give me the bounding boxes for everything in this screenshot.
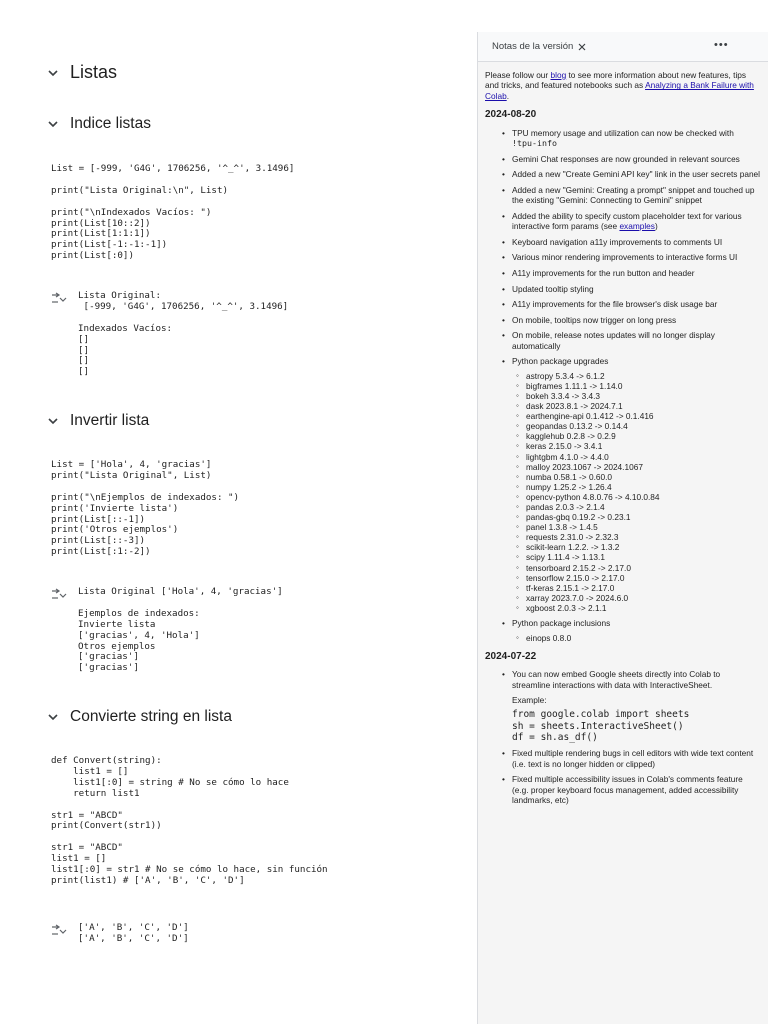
package-item: ◦ geopandas 0.13.2 -> 0.14.4 <box>526 421 760 431</box>
package-item: ◦ xgboost 2.0.3 -> 2.1.1 <box>526 603 760 613</box>
package-item: ◦ panel 1.3.8 -> 1.4.5 <box>526 522 760 532</box>
list-item: • Python package upgrades ◦ astropy 5.3.4 -> 6.1.2 ◦ bigframes 1.11.1 -> 1.14.0 ◦ bokeh 3.3.4 -> 3.4.3 ◦ dask 2023.8.1 -> 2024.7.1 ◦ earthengine-api 0.1.412 -> 0.1.416 ◦ geopandas 0.13.2 -> 0.14.4 ◦ kagglehub 0.2.8 -> 0.2.9 ◦ keras 2.15.0 -> 3.4.1 ◦ lightgbm 4.1.0 -> 4.4.0 ◦ malloy 2023.1067 -> 2024.1067 ◦ numba 0.58.1 -> 0.60.0 ◦ numpy 1.25.2 -> 1.26.4 ◦ opencv-python 4.8.0.76 -> 4.10.0.84 ◦ pandas 2.0.3 -> 2.1.4 ◦ pandas-gbq 0.19.2 -> 0.23.1 ◦ panel 1.3.8 -> 1.4.5 ◦ requests 2.31.0 -> 2.32.3 ◦ scikit-learn 1.2.2. -> 1.3.2 ◦ scipy 1.11.4 -> 1.13.1 ◦ tensorboard 2.15.2 -> 2.17.0 ◦ tensorflow 2.15.0 -> 2.17.0 ◦ tf-keras 2.15.1 -> 2.17.0 ◦ xarray 2023.7.0 -> 2024.6.0 ◦ xgboost 2.0.3 -> 2.1.1 <box>512 356 760 613</box>
package-item: ◦ dask 2023.8.1 -> 2024.7.1 <box>526 401 760 411</box>
output-convierte-string: ['A', 'B', 'C', 'D'] ['A', 'B', 'C', 'D'] <box>78 922 189 944</box>
package-upgrades-list <box>512 371 760 613</box>
package-item: ◦ tensorflow 2.15.0 -> 2.17.0 <box>526 573 760 583</box>
package-item: ◦ astropy 5.3.4 -> 6.1.2 <box>526 371 760 381</box>
list-item: • Gemini Chat responses are now grounded in relevant sources <box>512 154 760 164</box>
list-item: • A11y improvements for the file browser's disk usage bar <box>512 299 760 309</box>
more-options-icon[interactable]: ••• <box>714 39 729 51</box>
package-item: ◦ einops 0.8.0 <box>526 633 760 643</box>
list-item: • Fixed multiple rendering bugs in cell editors with wide text content (i.e. text is no longer hidden or clipped) <box>512 748 760 769</box>
section-title: Convierte string en lista <box>70 708 232 725</box>
output-toggle-icon[interactable] <box>51 292 67 304</box>
example-code: from google.colab import sheets sh = sheets.InteractiveSheet() df = sh.as_df() <box>512 709 690 743</box>
package-item: ◦ tf-keras 2.15.1 -> 2.17.0 <box>526 583 760 593</box>
section-title: Listas <box>70 62 118 82</box>
package-inclusions-list <box>512 633 760 643</box>
package-item: ◦ earthengine-api 0.1.412 -> 0.1.416 <box>526 411 760 421</box>
package-item: ◦ bokeh 3.3.4 -> 3.4.3 <box>526 391 760 401</box>
list-item: • A11y improvements for the run button and header <box>512 268 760 278</box>
section-header-convierte-string[interactable] <box>46 708 232 726</box>
list-item: • On mobile, tooltips now trigger on long press <box>512 315 760 325</box>
blog-link[interactable]: blog <box>550 70 567 80</box>
code-cell-convierte-string[interactable]: def Convert(string): list1 = [] list1[:0] = string # No se cómo lo hace return list1 str1 = "ABCD" print(Convert(str1)) str1 = "ABCD" list1 = [] list1[:0] = str1 # No se cómo lo hace, sin función print(list1) # ['A', 'B', 'C', 'D'] <box>51 755 328 886</box>
package-item: ◦ lightgbm 4.1.0 -> 4.4.0 <box>526 452 760 462</box>
close-icon[interactable] <box>576 40 588 52</box>
chevron-down-icon[interactable] <box>46 66 60 80</box>
intro-paragraph: Please follow our blog to see more information about new features, tips and tricks, and featured notebooks such as Analyzing a Bank Failure with Colab. <box>485 70 754 101</box>
tab-release-notes[interactable]: Notas de la versión <box>492 41 574 52</box>
output-toggle-icon[interactable] <box>51 924 67 936</box>
panel-header <box>478 32 768 62</box>
section-header-invertir-lista[interactable] <box>46 412 149 430</box>
list-item: • On mobile, release notes updates will no longer display automatically <box>512 330 760 351</box>
list-item: • Added the ability to specify custom placeholder text for various interactive form params (see examples) <box>512 211 760 232</box>
package-item: ◦ bigframes 1.11.1 -> 1.14.0 <box>526 381 760 391</box>
list-item: • Various minor rendering improvements to interactive forms UI <box>512 252 760 262</box>
package-item: ◦ malloy 2023.1067 -> 2024.1067 <box>526 462 760 472</box>
package-item: ◦ scikit-learn 1.2.2. -> 1.3.2 <box>526 542 760 552</box>
package-item: ◦ keras 2.15.0 -> 3.4.1 <box>526 441 760 451</box>
package-item: ◦ requests 2.31.0 -> 2.32.3 <box>526 532 760 542</box>
output-toggle-icon[interactable] <box>51 588 67 600</box>
list-item: • Added a new "Create Gemini API key" link in the user secrets panel <box>512 169 760 179</box>
example-label: Example: <box>512 694 547 705</box>
chevron-down-icon[interactable] <box>46 117 60 131</box>
section-header-indice-listas[interactable] <box>46 115 151 133</box>
release-notes-panel <box>477 32 768 1024</box>
output-invertir-lista: Lista Original ['Hola', 4, 'gracias'] Ejemplos de indexados: Invierte lista ['gracias', 4, 'Hola'] Otros ejemplos ['gracias'] ['gracias'] <box>78 586 283 674</box>
section-title: Invertir lista <box>70 412 150 429</box>
package-item: ◦ tensorboard 2.15.2 -> 2.17.0 <box>526 563 760 573</box>
bank-failure-link[interactable]: Analyzing a Bank Failure with Colab <box>485 80 754 101</box>
release-notes-body <box>485 70 760 811</box>
package-item: ◦ numba 0.58.1 -> 0.60.0 <box>526 472 760 482</box>
release-list <box>485 669 760 805</box>
list-item: • Fixed multiple accessibility issues in Colab's comments feature (e.g. proper keyboard focus management, added accessibility landmarks, etc) <box>512 774 760 805</box>
list-item: • Keyboard navigation a11y improvements to comments UI <box>512 237 760 247</box>
list-item: • You can now embed Google sheets directly into Colab to streamline interactions with data with InteractiveSheet. Example: from google.colab import sheets sh = sheets.InteractiveSheet() df = sh.as_df() <box>512 669 760 743</box>
code-cell-invertir-lista[interactable]: List = ['Hola', 4, 'gracias'] print("Lista Original", List) print("\nEjemplos de indexados: ") print('Invierte lista') print(List[::-1]) print('Otros ejemplos') print(List[::-3]) print(List[:1:-2]) <box>51 459 240 558</box>
package-item: ◦ kagglehub 0.2.8 -> 0.2.9 <box>526 431 760 441</box>
package-item: ◦ pandas-gbq 0.19.2 -> 0.23.1 <box>526 512 760 522</box>
list-item: • Python package inclusions ◦ einops 0.8.0 <box>512 618 760 643</box>
package-item: ◦ pandas 2.0.3 -> 2.1.4 <box>526 502 760 512</box>
list-item: • TPU memory usage and utilization can now be checked with !tpu-info <box>512 128 760 149</box>
release-list <box>485 128 760 643</box>
release-date: 2024-07-22 <box>485 650 537 662</box>
list-item: • Updated tooltip styling <box>512 284 760 294</box>
chevron-down-icon[interactable] <box>46 414 60 428</box>
code-cell-indice-listas[interactable]: List = [-999, 'G4G', 1706256, '^_^', 3.1496] print("Lista Original:\n", List) print("\nIndexados Vacíos: ") print(List[10::2]) print(List[1:1:1]) print(List[-1:-1:-1]) print(List[:0]) <box>51 163 295 262</box>
package-item: ◦ numpy 1.25.2 -> 1.26.4 <box>526 482 760 492</box>
release-date: 2024-08-20 <box>485 109 537 121</box>
section-title: Indice listas <box>70 115 151 132</box>
output-indice-listas: Lista Original: [-999, 'G4G', 1706256, '^_^', 3.1496] Indexados Vacíos: [] [] [] [] <box>78 290 289 378</box>
package-item: ◦ opencv-python 4.8.0.76 -> 4.10.0.84 <box>526 492 760 502</box>
examples-link[interactable]: examples <box>619 221 655 232</box>
chevron-down-icon[interactable] <box>46 710 60 724</box>
inline-code: !tpu-info <box>512 138 557 149</box>
list-item: • Added a new "Gemini: Creating a prompt" snippet and touched up the existing "Gemini: Connecting to Gemini" snippet <box>512 185 760 206</box>
package-item: ◦ xarray 2023.7.0 -> 2024.6.0 <box>526 593 760 603</box>
package-item: ◦ scipy 1.11.4 -> 1.13.1 <box>526 552 760 562</box>
section-header-listas[interactable] <box>46 62 117 83</box>
